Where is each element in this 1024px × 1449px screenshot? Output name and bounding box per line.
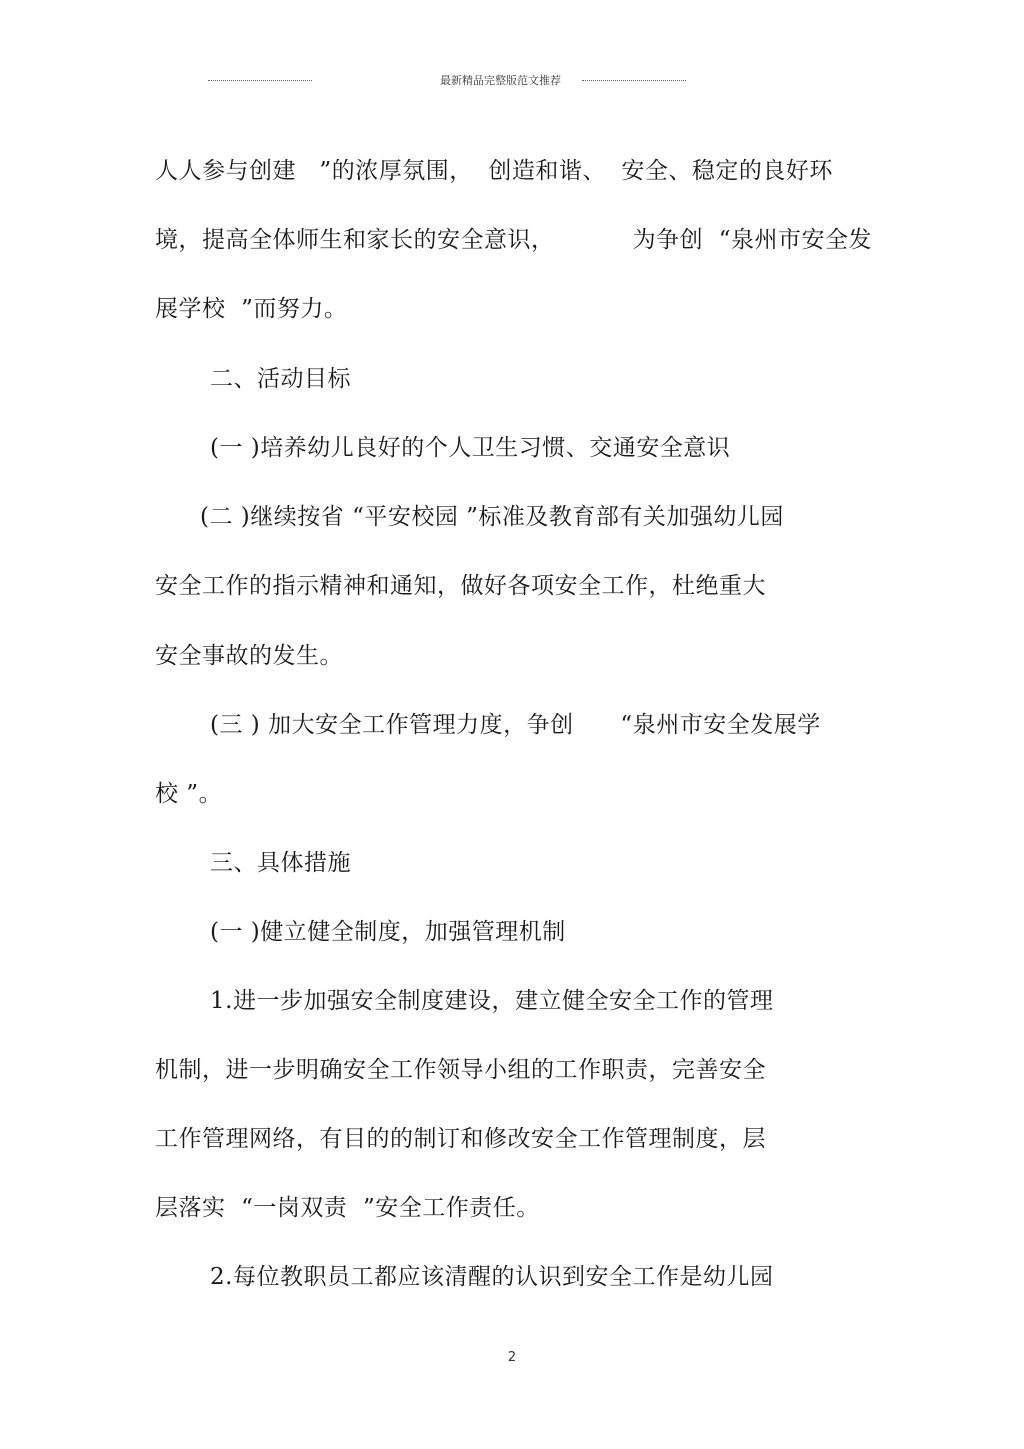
section-heading: 三、具体措施 xyxy=(210,850,351,876)
body-line: 1.进一步加强安全制度建设，建立健全安全工作的管理 xyxy=(210,988,774,1014)
body-line: 机制，进一步明确安全工作领导小组的工作职责，完善安全 xyxy=(155,1057,766,1083)
section-heading: 二、活动目标 xyxy=(210,366,351,392)
header-rule-left xyxy=(208,80,312,81)
body-line: 层落实 “一岗双责 ”安全工作责任。 xyxy=(155,1195,540,1221)
header-title: 最新精品完整版范文推荐 xyxy=(440,74,561,87)
body-line: 安全工作的指示精神和通知，做好各项安全工作，杜绝重大 xyxy=(155,573,766,599)
body-line: (一 )培养幼儿良好的个人卫生习惯、交通安全意识 xyxy=(210,435,731,461)
body-line: 校 ”。 xyxy=(155,781,223,807)
body-line: (一 )健立健全制度，加强管理机制 xyxy=(210,919,566,945)
body-line: 展学校 ”而努力。 xyxy=(155,296,348,322)
body-line: 2.每位教职员工都应该清醒的认识到安全工作是幼儿园 xyxy=(210,1264,774,1290)
page-number: 2 xyxy=(507,1350,517,1365)
body-line: (三 ) 加大安全工作管理力度，争创 “泉州市安全发展学 xyxy=(210,712,821,738)
body-line: 境，提高全体师生和家长的安全意识， 为争创 “泉州市安全发 xyxy=(155,227,872,253)
body-line: 安全事故的发生。 xyxy=(155,643,343,669)
header-rule-right xyxy=(582,80,686,81)
page-header xyxy=(0,72,1024,92)
body-line: 人人参与创建 ”的浓厚氛围， 创造和谐、 安全、稳定的良好环 xyxy=(155,158,833,184)
body-line: 工作管理网络，有目的的制订和修改安全工作管理制度，层 xyxy=(155,1126,766,1152)
body-line: (二 )继续按省 “平安校园 ”标准及教育部有关加强幼儿园 xyxy=(200,504,784,530)
